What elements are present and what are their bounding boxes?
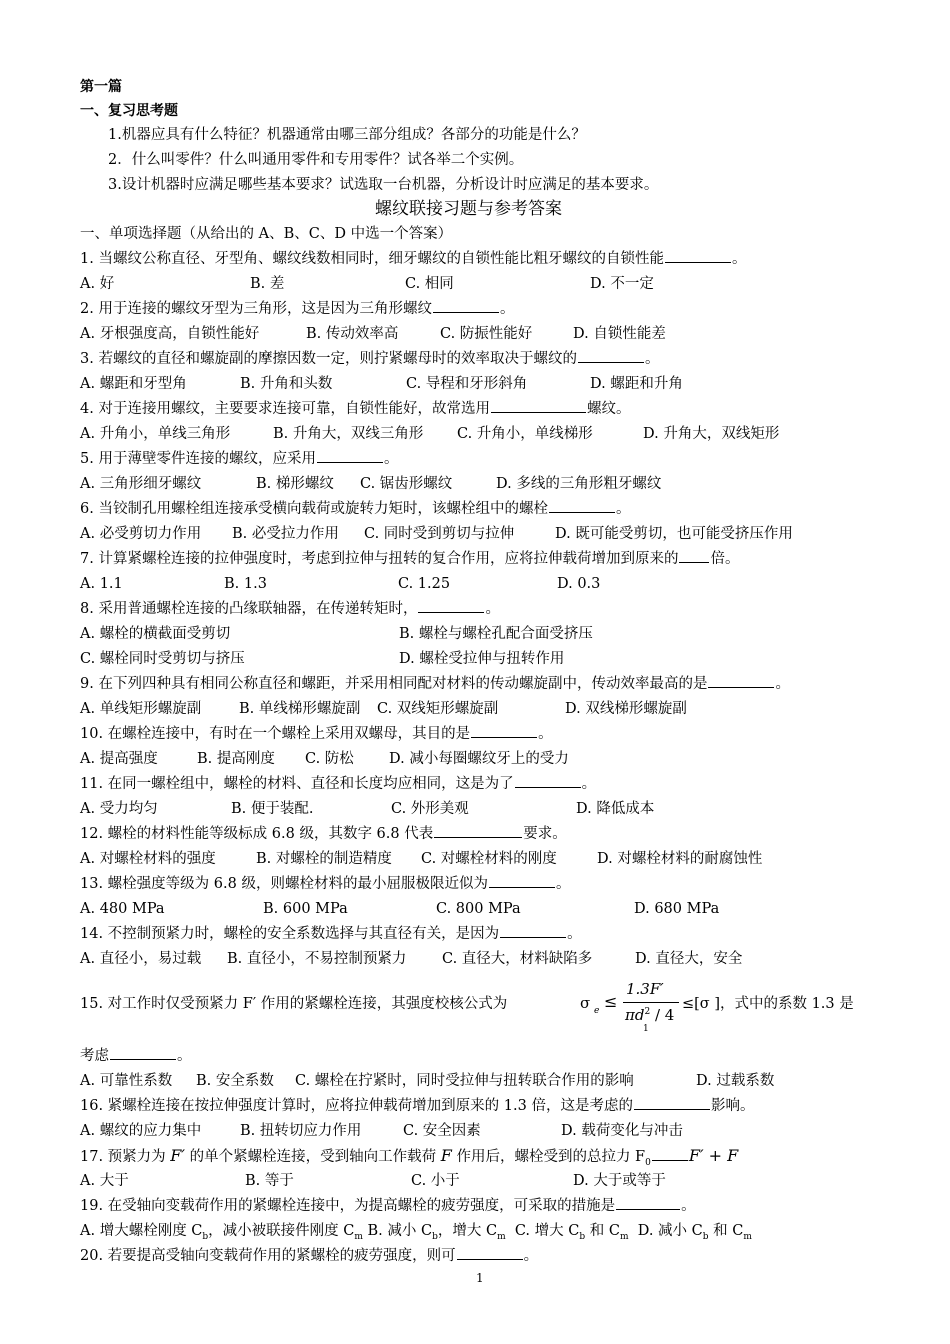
question-16: 16. 紧螺栓连接在按拉伸强度计算时，应将拉伸载荷增加到原来的 1.3 倍，这是考虑的 影响。 xyxy=(80,1098,755,1114)
question-15-line2: 考虑 。 xyxy=(80,1048,192,1064)
question-15-rest: ≤[σ ]，式中的系数 1.3 是 xyxy=(682,996,854,1012)
page-title: 螺纹联接习题与参考答案 xyxy=(375,199,562,219)
part-heading: 第一篇 xyxy=(80,79,122,95)
question-5: 5. 用于薄壁零件连接的螺纹，应采用 。 xyxy=(80,451,399,467)
question-7: 7. 计算紧螺栓连接的拉伸强度时，考虑到拉伸与扭转的复合作用，应将拉伸载荷增加到原来的 倍。 xyxy=(80,551,740,567)
question-17: 17. 预紧力为 F′ 的单个紧螺栓连接，受到轴向工作载荷 F 作用后，螺栓受到的总拉力 $F_0$ F′ + F xyxy=(80,1146,739,1168)
question-8: 8. 采用普通螺栓连接的凸缘联轴器，在传递转矩时， 。 xyxy=(80,601,500,617)
review-question-2: 2．什么叫零件？什么叫通用零件和专用零件？试各举二个实例。 xyxy=(108,152,524,168)
formula-numerator: 1.3F′ xyxy=(626,980,664,998)
formula-le: ≤ xyxy=(604,992,618,1011)
question-19: 19. 在受轴向变载荷作用的紧螺栓连接中，为提高螺栓的疲劳强度，可采取的措施是 。 xyxy=(80,1198,696,1214)
question-1: 1. 当螺纹公称直径、牙型角、螺纹线数相同时，细牙螺纹的自锁性能比粗牙螺纹的自锁性能 。 xyxy=(80,251,747,267)
question-4: 4. 对于连接用螺纹，主要要求连接可靠，自锁性能好，故常选用 螺纹。 xyxy=(80,401,631,417)
formula-sigma: σ xyxy=(580,994,591,1012)
question-2: 2. 用于连接的螺纹牙型为三角形，这是因为三角形螺纹 。 xyxy=(80,301,515,317)
question-15: 15. 对工作时仅受预紧力 F′ 作用的紧螺栓连接，其强度校核公式为 xyxy=(80,996,508,1012)
review-question-1: 1.机器应具有什么特征？机器通常由哪三部分组成？各部分的功能是什么？ xyxy=(108,127,586,143)
formula-sub-e: e xyxy=(594,1006,600,1016)
question-6: 6. 当铰制孔用螺栓组连接承受横向载荷或旋转力矩时，该螺栓组中的螺栓 。 xyxy=(80,501,631,517)
question-20: 20. 若要提高受轴向变载荷作用的紧螺栓的疲劳强度，则可 。 xyxy=(80,1248,539,1264)
formula-denominator: $\pi d^2 / 4$ xyxy=(625,1006,675,1024)
question-10: 10. 在螺栓连接中，有时在一个螺栓上采用双螺母，其目的是 。 xyxy=(80,726,553,742)
question-14: 14. 不控制预紧力时，螺栓的安全系数选择与其直径有关，是因为 。 xyxy=(80,926,582,942)
formula-den-sub-1: 1 xyxy=(643,1024,649,1034)
question-11: 11. 在同一螺栓组中，螺栓的材料、直径和长度均应相同，这是为了 。 xyxy=(80,776,597,792)
question-3: 3. 若螺纹的直径和螺旋副的摩擦因数一定，则拧紧螺母时的效率取决于螺纹的 。 xyxy=(80,351,660,367)
review-question-3: 3.设计机器时应满足哪些基本要求？试选取一台机器，分析设计时应满足的基本要求。 xyxy=(108,177,659,193)
question-9: 9. 在下列四种具有相同公称直径和螺距，并采用相同配对材料的传动螺旋副中，传动效率最高的是 。 xyxy=(80,676,790,692)
question-13: 13. 螺栓强度等级为 6.8 级，则螺栓材料的最小屈服极限近似为 。 xyxy=(80,876,571,892)
question-12: 12. 螺栓的材料性能等级标成 6.8 级，其数字 6.8 代表 要求。 xyxy=(80,826,567,842)
page-number: 1 xyxy=(476,1271,484,1285)
formula-fraction-line xyxy=(623,1002,679,1003)
options-19: A. 增大螺栓刚度 $C_b$，减小被联接件刚度 $C_m$ B. 减小 $C_b$，增大 $C_m$ C. 增大 $C_b$ 和 $C_m$ D. 减小 $C_b$ 和 $C_m$ xyxy=(80,1223,752,1242)
section-heading-choice: 一、单项选择题（从给出的 A、B、C、D 中选一个答案） xyxy=(80,226,453,242)
section-heading-review: 一、复习思考题 xyxy=(80,103,178,119)
